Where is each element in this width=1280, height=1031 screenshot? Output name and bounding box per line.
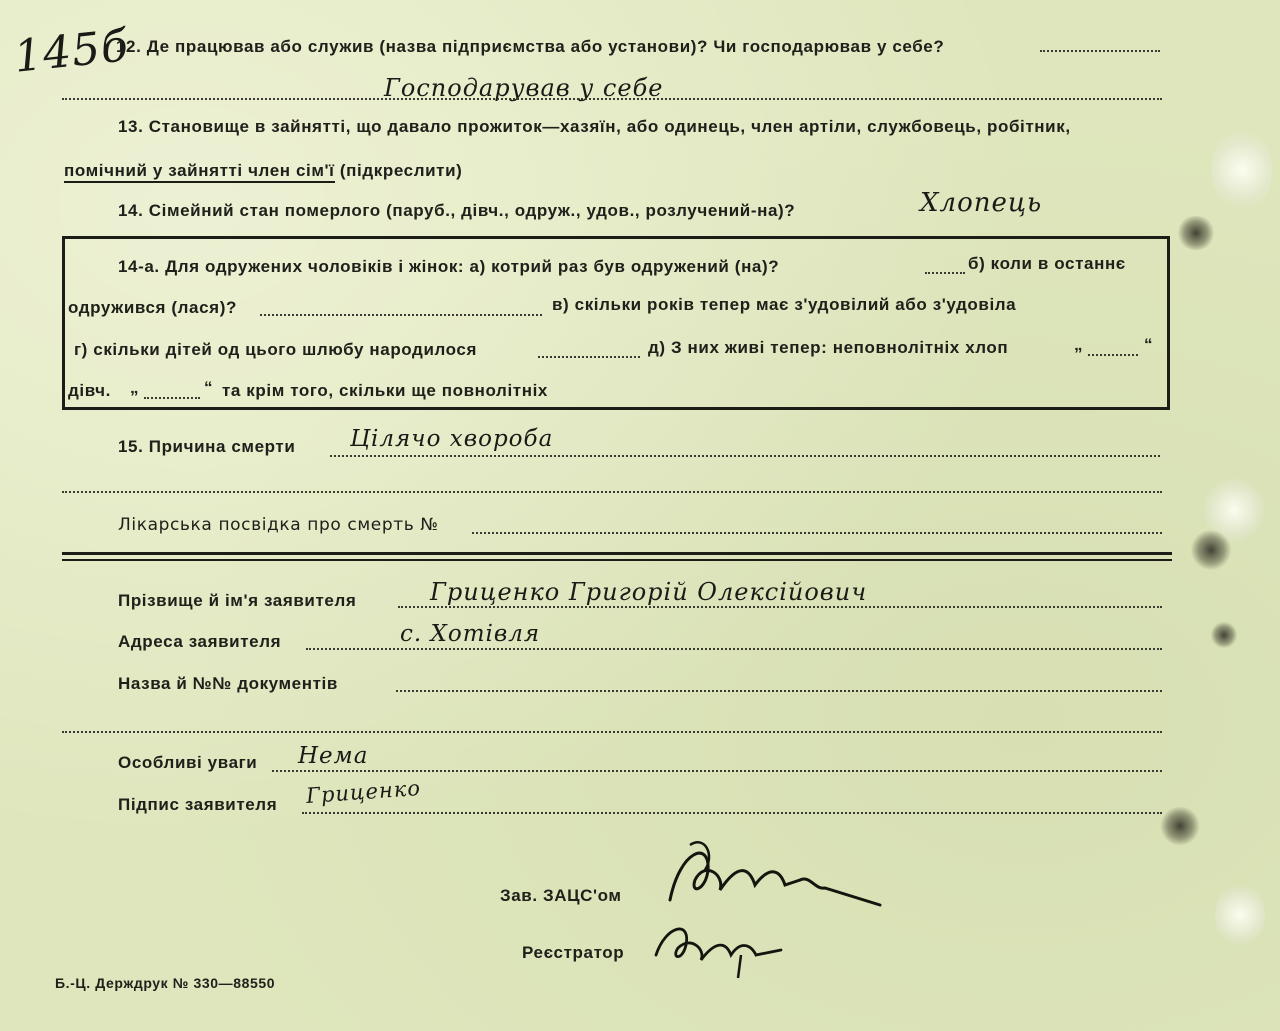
q14a-line2b: в) скільки років тепер має з'удовілий або з'удовіла [552,295,1017,314]
notes-field [272,770,1162,772]
medical-cert-field [472,532,1162,534]
q14a-girls-field [144,397,200,399]
zags-head-signature-mark [650,830,890,920]
applicant-address-field [306,648,1162,650]
q15-answer: Цілячо хвороба [350,426,554,452]
registrar-label: Реєстратор [522,943,625,962]
q15-second-line [62,491,1162,493]
page-number: 145б [11,20,132,83]
q13-underlined-option: помічний у зайнятті член сім'ї [64,161,335,183]
q12-answer: Господарував у себе [384,74,664,102]
q14a-boys-open-quote: „ [1074,335,1084,354]
printer-footer: Б.-Ц. Держдрук № 330—88550 [55,975,276,991]
section-divider-2 [62,559,1172,561]
q14a-line3a: г) скільки дітей од цього шлюбу народилося [74,340,478,359]
q14a-line4a: дівч. [68,381,111,400]
q14a-children-field [538,356,640,358]
q14-answer: Хлопець [920,188,1043,218]
q12-answer-line [62,98,1162,100]
zags-head-label: Зав. ЗАЦС'ом [500,886,622,905]
applicant-docs-field [396,690,1162,692]
q14a-line3b: д) З них живі тепер: неповнолітніх хлоп [648,338,1009,357]
q14a-girls-open-quote: „ [130,378,140,397]
q14a-line1b: б) коли в останнє [968,254,1126,273]
q13-instruction: (підкреслити) [334,161,463,180]
q12-dotted-line [1040,50,1160,52]
q15-answer-line [330,455,1160,457]
paper-wear [1215,880,1265,950]
stain-mark [1176,216,1216,250]
q14a-times-married-field [925,272,965,274]
q14a-line4b: та крім того, скільки ще повнолітніх [222,381,548,400]
applicant-docs-second-line [62,731,1162,733]
stain-mark [1210,622,1238,648]
q14-label: 14. Сімейний стан померлого (паруб., дівч., одруж., удов., розлучений-на)? [118,201,796,220]
stain-mark [1190,530,1232,570]
applicant-signature: Гриценко [305,776,422,808]
notes-value: Нема [298,743,369,769]
registrar-signature-mark [646,910,796,985]
q14a-boys-close-quote: “ [1144,335,1154,354]
signature-field [302,812,1162,814]
q14a-girls-close-quote: “ [204,378,214,397]
applicant-docs-label: Назва й №№ документів [118,674,338,693]
applicant-address-label: Адреса заявителя [118,632,282,651]
q13-line2 [64,161,462,181]
applicant-address-value: с. Хотівля [400,621,541,647]
signature-label: Підпис заявителя [118,795,278,814]
applicant-name-label: Прізвище й ім'я заявителя [118,591,357,610]
section-divider [62,552,1172,555]
q13-line1: 13. Становище в зайнятті, що давало прожиток—хазяїн, або одинець, член артіли, службовець, робітник, [118,117,1071,136]
paper-wear [1212,125,1272,215]
stain-mark [1160,806,1200,846]
applicant-name-value: Гриценко Григорій Олексійович [430,578,868,606]
applicant-name-field [398,606,1162,608]
q14a-boys-field [1088,354,1138,356]
medical-cert-label: Лікарська посвідка про смерть № [118,515,439,535]
notes-label: Особливі уваги [118,753,258,772]
q14a-line1a: 14-а. Для одружених чоловіків і жінок: а) котрий раз був одружений (на)? [118,257,780,276]
q14a-last-married-field [260,314,542,316]
q15-label: 15. Причина смерти [118,437,296,456]
q14a-line2a: одружився (лася)? [68,298,237,317]
q12-label: 12. Де працював або служив (назва підприємства або установи)? Чи господарював у себе? [116,37,945,56]
